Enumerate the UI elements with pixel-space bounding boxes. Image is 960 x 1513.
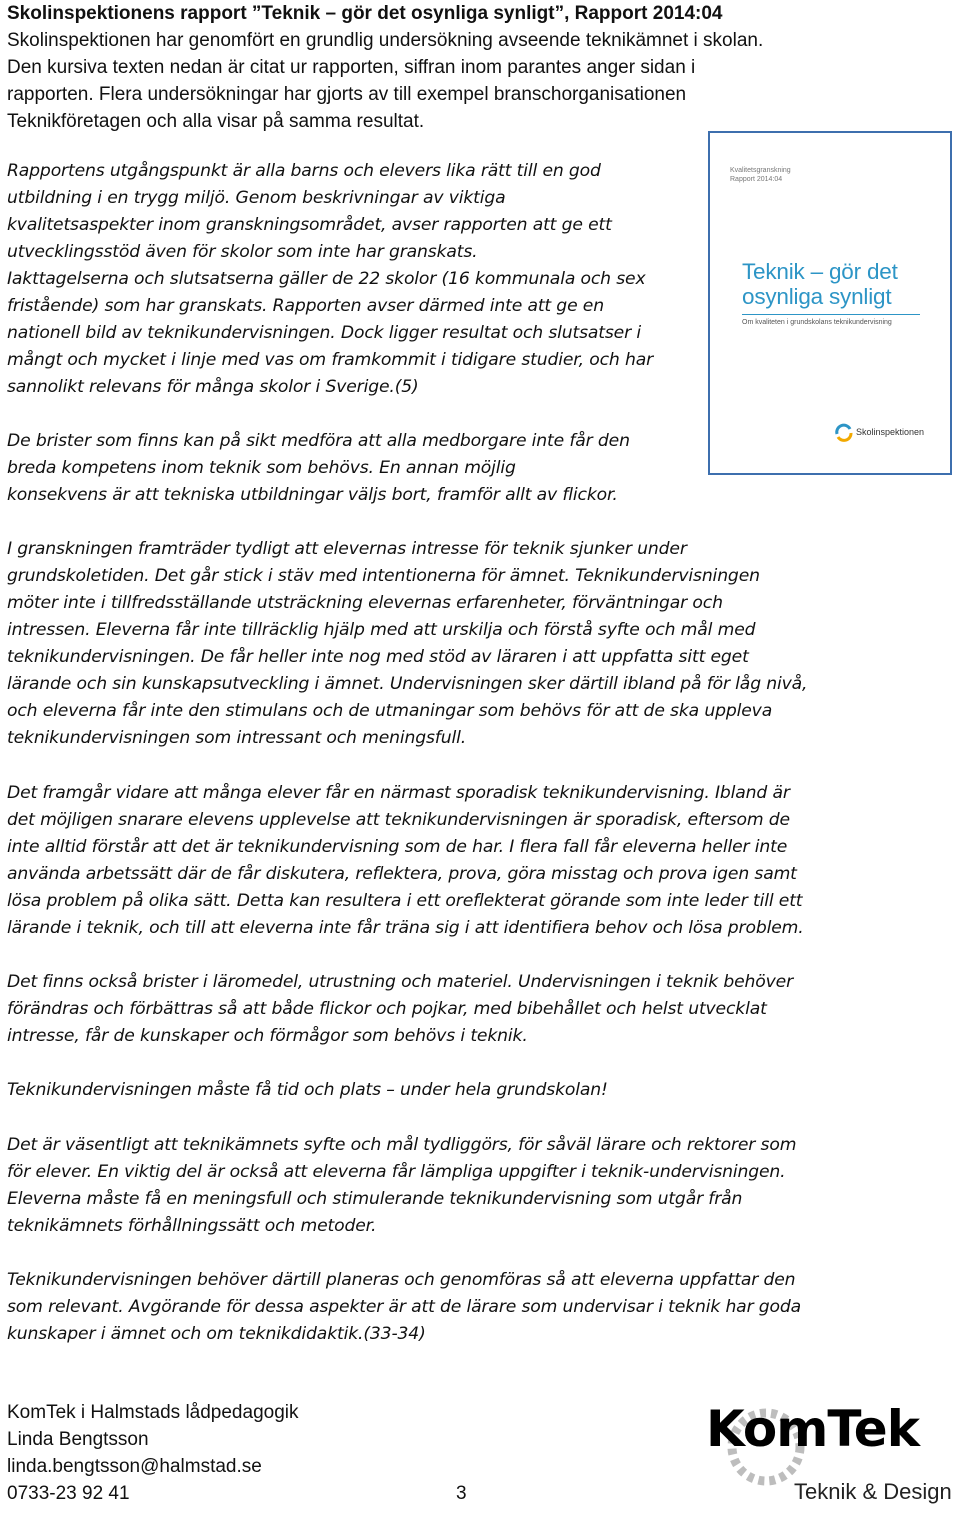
skolinspektionen-logo-text: Skolinspektionen — [856, 427, 925, 437]
quote-line: Rapportens utgångspunkt är alla barns och elevers lika rätt till en god — [7, 161, 601, 181]
intro-line: Skolinspektionen har genomfört en grundlig undersökning avseende teknikämnet i skolan. — [7, 30, 764, 51]
quote-line: grundskoletiden. Det går stick i stäv med intentionerna för ämnet. Teknikundervisningen — [7, 566, 760, 586]
quote-line: Det är väsentligt att teknikämnets syfte och mål tydliggörs, för såväl lärare och rektorer som — [7, 1135, 797, 1155]
quote-line: lärande i teknik, och till att eleverna inte får träna sig i att identifiera behov och lösa problem. — [7, 918, 804, 938]
quote-line: utbildning i en trygg miljö. Genom beskrivningar av viktiga — [7, 188, 506, 208]
quote-paragraph — [7, 1267, 957, 1348]
quote-line: som relevant. Avgörande för dessa aspekter är att de lärare som undervisar i teknik har goda — [7, 1297, 802, 1317]
skolinspektionen-logo-icon — [834, 422, 854, 442]
quote-line: Det framgår vidare att många elever får en närmast sporadisk teknikundervisning. Ibland är — [7, 783, 790, 803]
quote-paragraph — [7, 1132, 957, 1240]
quote-line: De brister som finns kan på sikt medföra att alla medborgare inte får den — [7, 431, 630, 451]
quote-line: för elever. En viktig del är också att eleverna får lämpliga uppgifter i teknik-undervisningen. — [7, 1162, 786, 1182]
quote-line: konsekvens är att tekniska utbildningar väljs bort, framför allt av flickor. — [7, 485, 618, 505]
quote-line: det möjligen snarare elevens upplevelse att teknikundervisningen är sporadisk, eftersom de — [7, 810, 790, 830]
intro-line: Den kursiva texten nedan är citat ur rapporten, siffran inom parantes anger sidan i — [7, 57, 696, 78]
footer-phone: 0733-23 92 41 — [7, 1483, 130, 1504]
quote-line: kvalitetsaspekter inom granskningsområdet, avser rapporten att ge ett — [7, 215, 612, 235]
quote-line: lösa problem på olika sätt. Detta kan resultera i ett oreflekterat görande som inte leder till ett — [7, 891, 803, 911]
quote-line: möter inte i tillfredsställande utsträckning elevernas erfarenheter, förväntningar och — [7, 593, 723, 613]
footer-contact — [7, 1399, 507, 1507]
quote-paragraph — [7, 969, 957, 1050]
komtek-logo — [706, 1387, 952, 1512]
skolinspektionen-logo — [834, 422, 925, 444]
cover-title — [742, 259, 898, 309]
quote-line: mångt och mycket i linje med vas om framkommit i tidigare studier, och har — [7, 350, 654, 370]
footer-name: Linda Bengtsson — [7, 1429, 149, 1450]
quote-line: Det finns också brister i läromedel, utrustning och materiel. Undervisningen i teknik behöver — [7, 972, 794, 992]
cover-divider — [742, 314, 920, 315]
quote-line: nationell bild av teknikundervisningen. Dock ligger resultat och slutsatser i — [7, 323, 641, 343]
cover-title-line: Teknik – gör det — [742, 259, 898, 284]
page-number: 3 — [456, 1483, 467, 1504]
cover-series-line: Rapport 2014:04 — [730, 176, 783, 183]
quote-line: lärande och sin kunskapsutveckling i ämnet. Undervisningen sker därtill ibland på för låg nivå, — [7, 674, 808, 694]
quote-line: utvecklingsstöd även för skolor som inte har granskats. — [7, 242, 478, 262]
intro-block — [7, 0, 957, 135]
quote-paragraph — [7, 780, 957, 942]
quote-line: Teknikundervisningen måste få tid och plats – under hela grundskolan! — [7, 1080, 608, 1100]
cover-title-line: osynliga synligt — [742, 284, 892, 309]
quote-line: och eleverna får inte den stimulans och de utmaningar som behövs för att de ska uppleva — [7, 701, 773, 721]
quote-line: fristående) som har granskats. Rapporten avser därmed inte att ge en — [7, 296, 604, 316]
cover-subtitle: Om kvaliteten i grundskolans teknikundervisning — [742, 319, 892, 326]
quote-paragraph — [7, 158, 697, 401]
quote-line: Teknikundervisningen behöver därtill planeras och genomföras så att eleverna uppfattar den — [7, 1270, 796, 1290]
quote-line: teknikämnets förhållningssätt och metoder. — [7, 1216, 377, 1236]
cover-series-label — [730, 166, 791, 184]
quote-line: teknikundervisningen. De får heller inte nog med stöd av läraren i att uppfatta sitt eget — [7, 647, 749, 667]
quote-line: intresse, får de kunskaper och förmågor som behövs i teknik. — [7, 1026, 528, 1046]
quote-paragraph — [7, 428, 697, 509]
quote-line: Eleverna måste få en meningsfull och stimulerande teknikundervisning som utgår från — [7, 1189, 743, 1209]
report-cover-image — [708, 131, 952, 475]
quote-line: sannolikt relevans för många skolor i Sverige.(5) — [7, 377, 419, 397]
quote-line: I granskningen framträder tydligt att elevernas intresse för teknik sjunker under — [7, 539, 687, 559]
quote-line: teknikundervisningen som intressant och meningsfull. — [7, 728, 467, 748]
quote-line: intressen. Eleverna får inte tillräcklig hjälp med att urskilja och förstå syfte och mål med — [7, 620, 756, 640]
quote-line: använda arbetssätt där de får diskutera, reflektera, prova, göra misstag och prova igen samt — [7, 864, 797, 884]
quote-line: Iakttagelserna och slutsatserna gäller de 22 skolor (16 kommunala och sex — [7, 269, 646, 289]
footer-email-link[interactable]: linda.bengtsson@halmstad.se — [7, 1456, 262, 1477]
komtek-tagline: Teknik & Design — [794, 1479, 952, 1504]
footer-org: KomTek i Halmstads lådpedagogik — [7, 1402, 299, 1423]
quote-paragraph — [7, 536, 957, 752]
quote-line: förändras och förbättras så att både flickor och pojkar, med bibehållet och helst utvecklat — [7, 999, 767, 1019]
quote-line: inte alltid förstår att det är teknikundervisning som de har. I flera fall får eleverna heller inte — [7, 837, 788, 857]
quote-paragraph — [7, 1077, 957, 1104]
cover-series-line: Kvalitetsgranskning — [730, 167, 791, 174]
quote-line: breda kompetens inom teknik som behövs. En annan möjlig — [7, 458, 516, 478]
komtek-wordmark: KomTek — [706, 1400, 919, 1458]
intro-line: rapporten. Flera undersökningar har gjorts av till exempel branschorganisationen — [7, 84, 687, 105]
quote-line: kunskaper i ämnet och om teknikdidaktik.(33-34) — [7, 1324, 426, 1344]
document-title: Skolinspektionens rapport ”Teknik – gör det osynliga synligt”, Rapport 2014:04 — [7, 3, 723, 24]
intro-line: Teknikföretagen och alla visar på samma resultat. — [7, 111, 425, 132]
